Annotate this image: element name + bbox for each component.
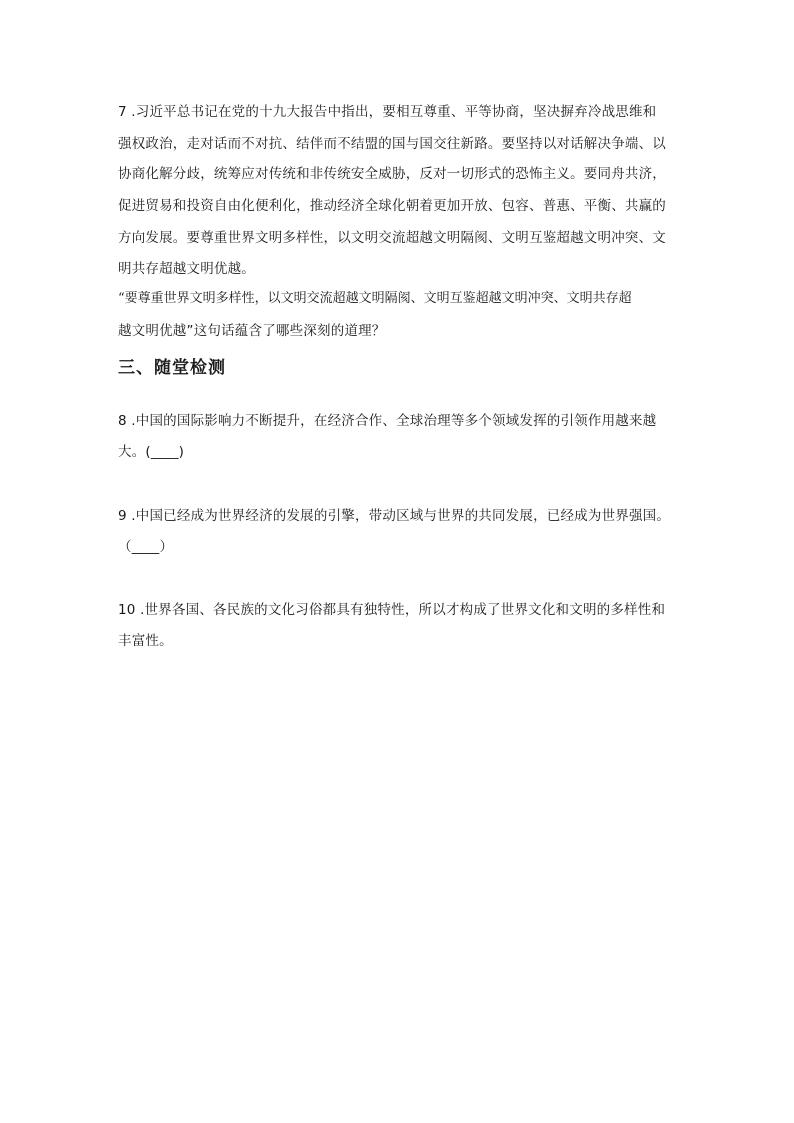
- question-9-line-1: 9 .中国已经成为世界经济的发展的引擎，带动区域与世界的共同发展，已经成为世界强国。: [118, 508, 671, 524]
- question-8-line-2: 大。(____): [118, 444, 185, 460]
- question-7-line-2: 强权政治，走对话而不对抗、结伴而不结盟的国与国交往新路。要坚持以对话解决争端、以: [118, 136, 666, 152]
- question-7-line-4: 促进贸易和投资自由化便利化，推动经济全球化朝着更加开放、包容、普惠、平衡、共赢的: [118, 198, 666, 214]
- question-9-line-2: （____）: [118, 539, 174, 555]
- question-7-line-5: 方向发展。要尊重世界文明多样性，以文明交流超越文明隔阂、文明互鉴超越文明冲突、文: [118, 230, 666, 246]
- question-10-line-2: 丰富性。: [118, 633, 173, 649]
- section-heading: 三、随堂检测: [118, 358, 226, 378]
- question-7-line-1: 7 .习近平总书记在党的十九大报告中指出，要相互尊重、平等协商，坚决摒弃冷战思维和: [118, 104, 657, 120]
- question-7-prompt-line-2: 越文明优越”这句话蕴含了哪些深刻的道理？: [118, 323, 386, 339]
- question-7-line-3: 协商化解分歧，统筹应对传统和非传统安全威胁，反对一切形式的恐怖主义。要同舟共济，: [118, 166, 666, 182]
- question-10-line-1: 10 .世界各国、各民族的文化习俗都具有独特性，所以才构成了世界文化和文明的多样性和: [118, 602, 666, 618]
- question-8-line-1: 8 .中国的国际影响力不断提升，在经济合作、全球治理等多个领域发挥的引领作用越来越: [118, 413, 657, 429]
- question-7-prompt-line-1: “要尊重世界文明多样性，以文明交流超越文明隔阂、文明互鉴超越文明冲突、文明共存超: [118, 291, 632, 306]
- question-7-line-6: 明共存超越文明优越。: [118, 261, 255, 277]
